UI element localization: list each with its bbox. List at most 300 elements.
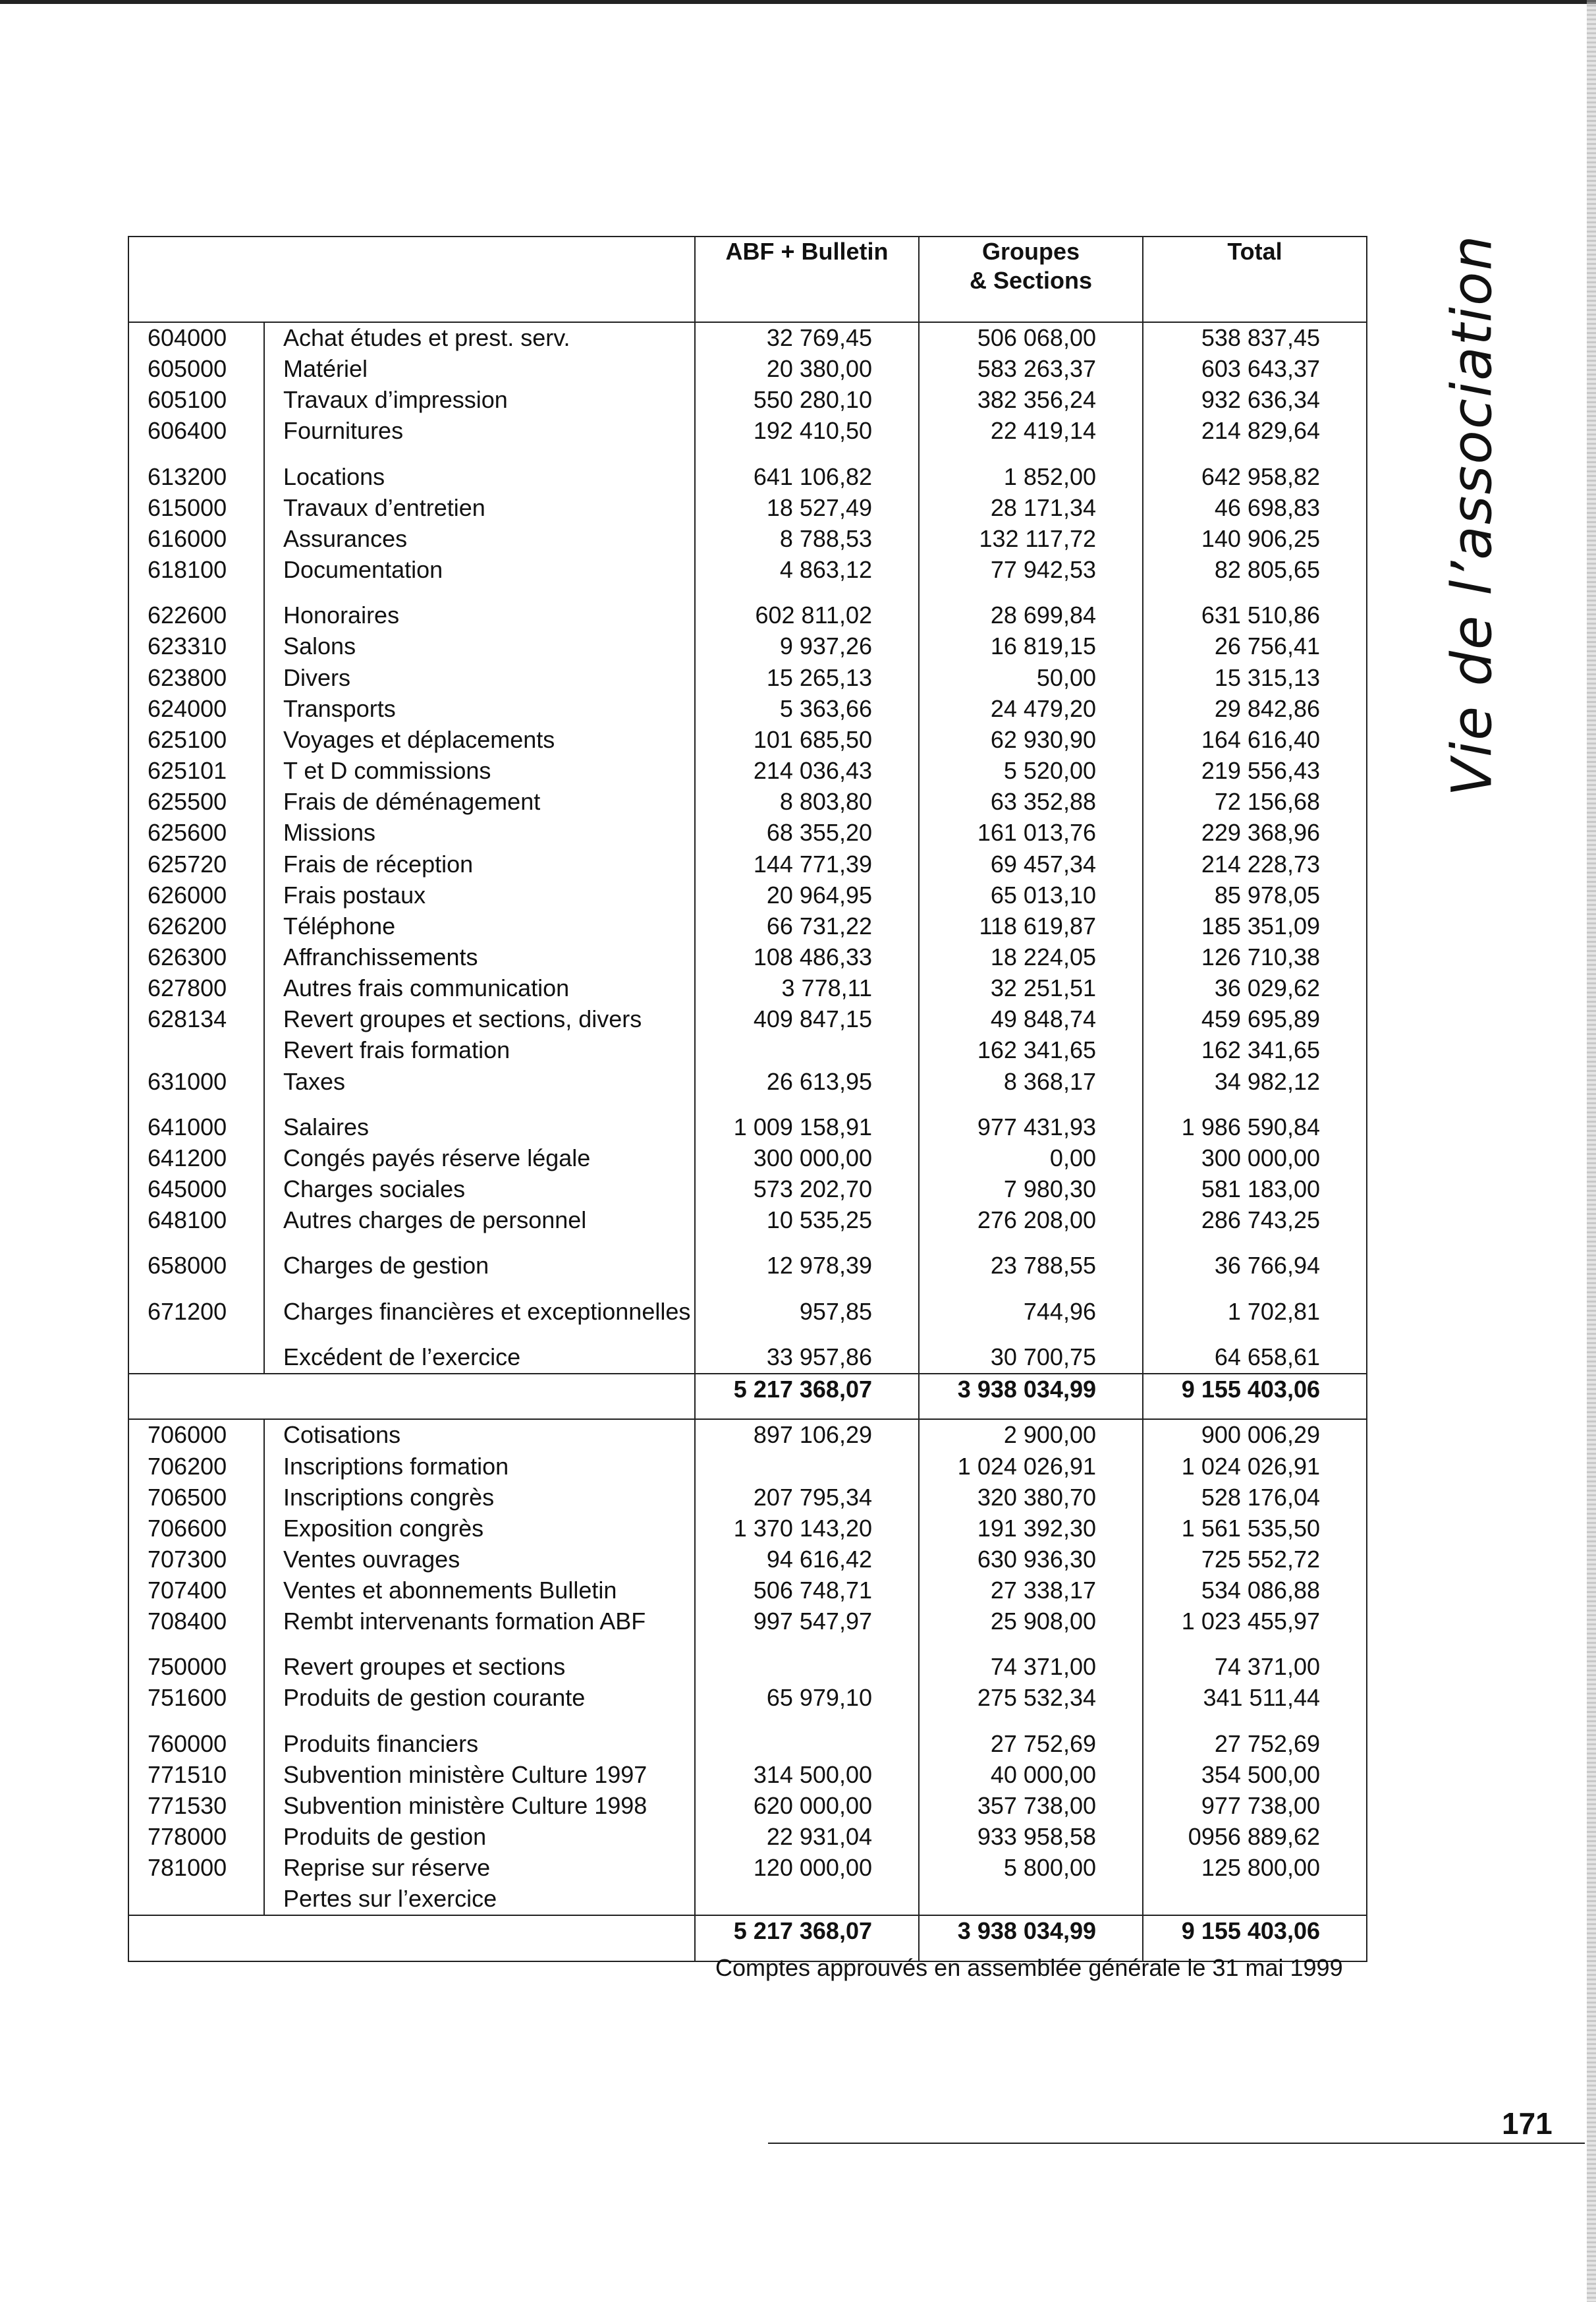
amount-total: 214 829,64 [1143,416,1367,447]
amount-groupes-sections: 77 942,53 [919,555,1143,586]
account-label: Locations [264,462,695,493]
account-code: 606400 [128,416,264,447]
account-code: 622600 [128,600,264,631]
amount-groupes-sections [919,1884,1143,1915]
account-row [128,663,1367,694]
amount-abf-bulletin: 144 771,39 [695,849,919,880]
group-spacer [128,1098,1367,1112]
account-label: Subvention ministère Culture 1997 [264,1760,695,1791]
account-code: 625600 [128,818,264,849]
top-rule [0,0,1596,4]
account-label: Travaux d’entretien [264,493,695,524]
amount-total: 534 086,88 [1143,1575,1367,1606]
account-row [128,1067,1367,1098]
account-label: Cotisations [264,1419,695,1451]
page-number: 171 [1502,2106,1553,2141]
amount-abf-bulletin: 108 486,33 [695,942,919,973]
amount-abf-bulletin: 997 547,97 [695,1606,919,1637]
account-row [128,1513,1367,1544]
page-edge [1587,0,1596,2302]
group-spacer [128,586,1367,600]
account-code: 623800 [128,663,264,694]
header-groupes-line1: Groupes [981,238,1080,265]
amount-groupes-sections: 65 013,10 [919,880,1143,911]
amount-abf-bulletin: 18 527,49 [695,493,919,524]
account-code: 628134 [128,1004,264,1035]
amount-groupes-sections: 30 700,75 [919,1342,1143,1374]
amount-total: 36 766,94 [1143,1250,1367,1281]
amount-groupes-sections: 25 908,00 [919,1606,1143,1637]
account-row [128,600,1367,631]
amount-abf-bulletin: 101 685,50 [695,725,919,756]
account-label: Documentation [264,555,695,586]
account-label: Excédent de l’exercice [264,1342,695,1374]
account-label: Charges financières et exceptionnelles [264,1297,695,1328]
amount-groupes-sections: 933 958,58 [919,1822,1143,1853]
account-label: Téléphone [264,911,695,942]
account-row [128,1853,1367,1884]
amount-total: 164 616,40 [1143,725,1367,756]
produits-total-abf: 5 217 368,07 [695,1915,919,1961]
amount-abf-bulletin: 602 811,02 [695,600,919,631]
amount-groupes-sections: 69 457,34 [919,849,1143,880]
account-row [128,462,1367,493]
amount-groupes-sections: 162 341,65 [919,1035,1143,1066]
charges-total-row [128,1374,1367,1420]
account-row [128,1822,1367,1853]
amount-groupes-sections: 1 024 026,91 [919,1451,1143,1482]
amount-abf-bulletin: 5 363,66 [695,694,919,725]
amount-abf-bulletin: 207 795,34 [695,1482,919,1513]
account-row [128,787,1367,818]
amount-abf-bulletin: 506 748,71 [695,1575,919,1606]
charges-total-groupes: 3 938 034,99 [919,1374,1143,1420]
amount-abf-bulletin [695,1035,919,1066]
account-code: 706500 [128,1482,264,1513]
amount-total: 642 958,82 [1143,462,1367,493]
account-label: T et D commissions [264,756,695,787]
header-groupes-sections [919,237,1143,322]
account-code: 613200 [128,462,264,493]
account-label: Produits de gestion [264,1822,695,1853]
amount-groupes-sections: 382 356,24 [919,385,1143,416]
account-code: 707300 [128,1544,264,1575]
amount-abf-bulletin: 573 202,70 [695,1174,919,1205]
account-code: 623310 [128,631,264,662]
group-spacer [128,447,1367,462]
account-label: Achat études et prest. serv. [264,322,695,354]
amount-abf-bulletin: 32 769,45 [695,322,919,354]
account-label: Ventes et abonnements Bulletin [264,1575,695,1606]
account-code: 641000 [128,1112,264,1143]
account-row [128,756,1367,787]
amount-total: 0956 889,62 [1143,1822,1367,1853]
account-row [128,1004,1367,1035]
amount-abf-bulletin [695,1884,919,1915]
amount-total: 341 511,44 [1143,1683,1367,1714]
account-code: 641200 [128,1143,264,1174]
amount-groupes-sections: 62 930,90 [919,725,1143,756]
account-code: 626200 [128,911,264,942]
amount-total: 725 552,72 [1143,1544,1367,1575]
amount-total: 977 738,00 [1143,1791,1367,1822]
account-code: 625500 [128,787,264,818]
amount-abf-bulletin: 66 731,22 [695,911,919,942]
amount-abf-bulletin: 897 106,29 [695,1419,919,1451]
amount-total: 354 500,00 [1143,1760,1367,1791]
account-label: Fournitures [264,416,695,447]
account-row [128,1342,1367,1374]
amount-abf-bulletin: 94 616,42 [695,1544,919,1575]
amount-groupes-sections: 50,00 [919,663,1143,694]
account-label: Honoraires [264,600,695,631]
account-code: 625100 [128,725,264,756]
amount-groupes-sections: 276 208,00 [919,1205,1143,1236]
amount-abf-bulletin: 22 931,04 [695,1822,919,1853]
section-title-vertical [1436,232,1508,799]
charges-total-section [128,1374,1367,1420]
amount-abf-bulletin: 120 000,00 [695,1853,919,1884]
account-row [128,1143,1367,1174]
account-code: 771510 [128,1760,264,1791]
amount-abf-bulletin: 10 535,25 [695,1205,919,1236]
amount-abf-bulletin: 550 280,10 [695,385,919,416]
amount-abf-bulletin: 1 370 143,20 [695,1513,919,1544]
account-label: Frais postaux [264,880,695,911]
amount-groupes-sections: 161 013,76 [919,818,1143,849]
amount-groupes-sections: 1 852,00 [919,462,1143,493]
amount-total: 46 698,83 [1143,493,1367,524]
amount-total: 29 842,86 [1143,694,1367,725]
account-code: 750000 [128,1652,264,1683]
account-label: Revert frais formation [264,1035,695,1066]
account-code: 706200 [128,1451,264,1482]
account-code [128,1035,264,1066]
account-row [128,1884,1367,1915]
amount-abf-bulletin [695,1451,919,1482]
header-total: Total [1143,237,1367,322]
account-label: Subvention ministère Culture 1998 [264,1791,695,1822]
amount-groupes-sections: 8 368,17 [919,1067,1143,1098]
amount-total: 1 024 026,91 [1143,1451,1367,1482]
charges-total-abf: 5 217 368,07 [695,1374,919,1420]
amount-total: 286 743,25 [1143,1205,1367,1236]
account-label: Autres frais communication [264,973,695,1004]
group-spacer [128,1714,1367,1729]
amount-abf-bulletin: 3 778,11 [695,973,919,1004]
amount-abf-bulletin: 620 000,00 [695,1791,919,1822]
amount-groupes-sections: 583 263,37 [919,354,1143,385]
amount-abf-bulletin: 65 979,10 [695,1683,919,1714]
account-code: 626300 [128,942,264,973]
account-row [128,1544,1367,1575]
amount-groupes-sections: 28 699,84 [919,600,1143,631]
account-code: 625101 [128,756,264,787]
group-spacer [128,1637,1367,1652]
account-code: 625720 [128,849,264,880]
amount-groupes-sections: 7 980,30 [919,1174,1143,1205]
account-row [128,1760,1367,1791]
account-label: Charges sociales [264,1174,695,1205]
account-label: Travaux d’impression [264,385,695,416]
account-code: 707400 [128,1575,264,1606]
amount-total: 162 341,65 [1143,1035,1367,1066]
header-groupes-line2: & Sections [969,267,1093,294]
section-title-text: Vie de l’association [1440,234,1504,797]
amount-total: 185 351,09 [1143,911,1367,942]
amount-groupes-sections: 320 380,70 [919,1482,1143,1513]
amount-abf-bulletin: 1 009 158,91 [695,1112,919,1143]
account-label: Frais de déménagement [264,787,695,818]
amount-total: 126 710,38 [1143,942,1367,973]
amount-abf-bulletin: 8 788,53 [695,524,919,555]
account-row [128,942,1367,973]
account-row [128,1205,1367,1236]
account-label: Salons [264,631,695,662]
amount-total: 34 982,12 [1143,1067,1367,1098]
amount-total: 581 183,00 [1143,1174,1367,1205]
account-code: 626000 [128,880,264,911]
account-row [128,631,1367,662]
amount-groupes-sections: 132 117,72 [919,524,1143,555]
amount-total: 64 658,61 [1143,1342,1367,1374]
account-label: Exposition congrès [264,1513,695,1544]
amount-total: 631 510,86 [1143,600,1367,631]
account-row [128,354,1367,385]
amount-abf-bulletin: 68 355,20 [695,818,919,849]
amount-abf-bulletin: 957,85 [695,1297,919,1328]
amount-total: 538 837,45 [1143,322,1367,354]
account-row [128,973,1367,1004]
account-row [128,1652,1367,1683]
account-label: Matériel [264,354,695,385]
amount-abf-bulletin: 20 380,00 [695,354,919,385]
header-blank-cell [128,237,695,322]
account-code: 778000 [128,1822,264,1853]
group-spacer [128,1236,1367,1250]
account-code: 771530 [128,1791,264,1822]
amount-groupes-sections: 22 419,14 [919,416,1143,447]
amount-total: 26 756,41 [1143,631,1367,662]
header-abf-bulletin: ABF + Bulletin [695,237,919,322]
account-label: Inscriptions formation [264,1451,695,1482]
amount-abf-bulletin: 300 000,00 [695,1143,919,1174]
amount-total: 125 800,00 [1143,1853,1367,1884]
amount-groupes-sections: 2 900,00 [919,1419,1143,1451]
account-label: Produits financiers [264,1729,695,1760]
amount-total: 15 315,13 [1143,663,1367,694]
account-row [128,1035,1367,1066]
amount-total: 900 006,29 [1143,1419,1367,1451]
amount-groupes-sections: 27 338,17 [919,1575,1143,1606]
amount-total: 1 986 590,84 [1143,1112,1367,1143]
amount-groupes-sections: 5 520,00 [919,756,1143,787]
account-label: Charges de gestion [264,1250,695,1281]
amount-total: 72 156,68 [1143,787,1367,818]
account-code [128,1342,264,1374]
account-code: 618100 [128,555,264,586]
account-code: 706000 [128,1419,264,1451]
produits-total-total: 9 155 403,06 [1143,1915,1367,1961]
amount-groupes-sections: 506 068,00 [919,322,1143,354]
account-row [128,818,1367,849]
account-row [128,1575,1367,1606]
account-row [128,849,1367,880]
account-label: Missions [264,818,695,849]
amount-total: 528 176,04 [1143,1482,1367,1513]
charges-section [128,322,1367,1374]
account-label: Affranchissements [264,942,695,973]
amount-total: 85 978,05 [1143,880,1367,911]
amount-abf-bulletin: 214 036,43 [695,756,919,787]
account-label: Transports [264,694,695,725]
amount-abf-bulletin [695,1652,919,1683]
account-row [128,1606,1367,1637]
account-code [128,1884,264,1915]
account-row [128,1791,1367,1822]
account-label: Taxes [264,1067,695,1098]
account-label: Revert groupes et sections, divers [264,1004,695,1035]
group-spacer [128,1328,1367,1342]
account-row [128,416,1367,447]
group-spacer [128,1282,1367,1297]
account-code: 631000 [128,1067,264,1098]
amount-groupes-sections: 40 000,00 [919,1760,1143,1791]
account-row [128,911,1367,942]
account-code: 708400 [128,1606,264,1637]
account-row [128,322,1367,354]
amount-groupes-sections: 630 936,30 [919,1544,1143,1575]
amount-groupes-sections: 5 800,00 [919,1853,1143,1884]
amount-total: 36 029,62 [1143,973,1367,1004]
account-label: Rembt intervenants formation ABF [264,1606,695,1637]
account-code: 604000 [128,322,264,354]
account-code: 615000 [128,493,264,524]
amount-abf-bulletin: 15 265,13 [695,663,919,694]
account-code: 605100 [128,385,264,416]
amount-groupes-sections: 16 819,15 [919,631,1143,662]
account-label: Pertes sur l’exercice [264,1884,695,1915]
account-label: Divers [264,663,695,694]
amount-total: 603 643,37 [1143,354,1367,385]
account-label: Revert groupes et sections [264,1652,695,1683]
account-label: Congés payés réserve légale [264,1143,695,1174]
account-code: 645000 [128,1174,264,1205]
amount-abf-bulletin: 641 106,82 [695,462,919,493]
amount-total: 219 556,43 [1143,756,1367,787]
amount-abf-bulletin: 8 803,80 [695,787,919,818]
account-label: Frais de réception [264,849,695,880]
account-code: 671200 [128,1297,264,1328]
produits-section [128,1419,1367,1915]
amount-total: 229 368,96 [1143,818,1367,849]
amount-total: 1 561 535,50 [1143,1513,1367,1544]
account-label: Inscriptions congrès [264,1482,695,1513]
amount-total: 82 805,65 [1143,555,1367,586]
amount-abf-bulletin: 409 847,15 [695,1004,919,1035]
account-code: 751600 [128,1683,264,1714]
amount-total: 459 695,89 [1143,1004,1367,1035]
account-label: Voyages et déplacements [264,725,695,756]
amount-total: 74 371,00 [1143,1652,1367,1683]
header-row [128,237,1367,322]
amount-total [1143,1884,1367,1915]
amount-groupes-sections: 744,96 [919,1297,1143,1328]
account-code: 648100 [128,1205,264,1236]
account-label: Salaires [264,1112,695,1143]
account-row [128,493,1367,524]
account-label: Assurances [264,524,695,555]
account-label: Ventes ouvrages [264,1544,695,1575]
accounts-table [128,236,1367,1962]
account-row [128,1250,1367,1281]
account-code: 616000 [128,524,264,555]
account-row [128,880,1367,911]
account-code: 627800 [128,973,264,1004]
account-code: 760000 [128,1729,264,1760]
account-row [128,555,1367,586]
account-row [128,725,1367,756]
amount-groupes-sections: 28 171,34 [919,493,1143,524]
account-code: 605000 [128,354,264,385]
amount-total: 300 000,00 [1143,1143,1367,1174]
amount-groupes-sections: 275 532,34 [919,1683,1143,1714]
account-code: 706600 [128,1513,264,1544]
amount-abf-bulletin: 26 613,95 [695,1067,919,1098]
account-code: 624000 [128,694,264,725]
account-row [128,694,1367,725]
amount-abf-bulletin: 314 500,00 [695,1760,919,1791]
amount-groupes-sections: 23 788,55 [919,1250,1143,1281]
amount-abf-bulletin: 4 863,12 [695,555,919,586]
account-code: 781000 [128,1853,264,1884]
amount-total: 27 752,69 [1143,1729,1367,1760]
account-row [128,1112,1367,1143]
amount-groupes-sections: 18 224,05 [919,942,1143,973]
amount-abf-bulletin [695,1729,919,1760]
account-label: Reprise sur réserve [264,1853,695,1884]
amount-total: 932 636,34 [1143,385,1367,416]
amount-groupes-sections: 63 352,88 [919,787,1143,818]
amount-groupes-sections: 0,00 [919,1143,1143,1174]
account-row [128,1297,1367,1328]
amount-groupes-sections: 32 251,51 [919,973,1143,1004]
amount-groupes-sections: 977 431,93 [919,1112,1143,1143]
amount-groupes-sections: 27 752,69 [919,1729,1143,1760]
amount-groupes-sections: 24 479,20 [919,694,1143,725]
account-code: 658000 [128,1250,264,1281]
account-row [128,385,1367,416]
account-label: Produits de gestion courante [264,1683,695,1714]
charges-total-total: 9 155 403,06 [1143,1374,1367,1420]
account-row [128,1451,1367,1482]
produits-total-groupes: 3 938 034,99 [919,1915,1143,1961]
footer-rule [768,2143,1585,2144]
amount-groupes-sections: 49 848,74 [919,1004,1143,1035]
amount-abf-bulletin: 12 978,39 [695,1250,919,1281]
account-row [128,1683,1367,1714]
account-label: Autres charges de personnel [264,1205,695,1236]
amount-total: 1 702,81 [1143,1297,1367,1328]
amount-groupes-sections: 191 392,30 [919,1513,1143,1544]
amount-abf-bulletin: 192 410,50 [695,416,919,447]
account-row [128,1729,1367,1760]
amount-groupes-sections: 74 371,00 [919,1652,1143,1683]
amount-abf-bulletin: 20 964,95 [695,880,919,911]
account-row [128,1174,1367,1205]
amount-total: 214 228,73 [1143,849,1367,880]
amount-total: 140 906,25 [1143,524,1367,555]
